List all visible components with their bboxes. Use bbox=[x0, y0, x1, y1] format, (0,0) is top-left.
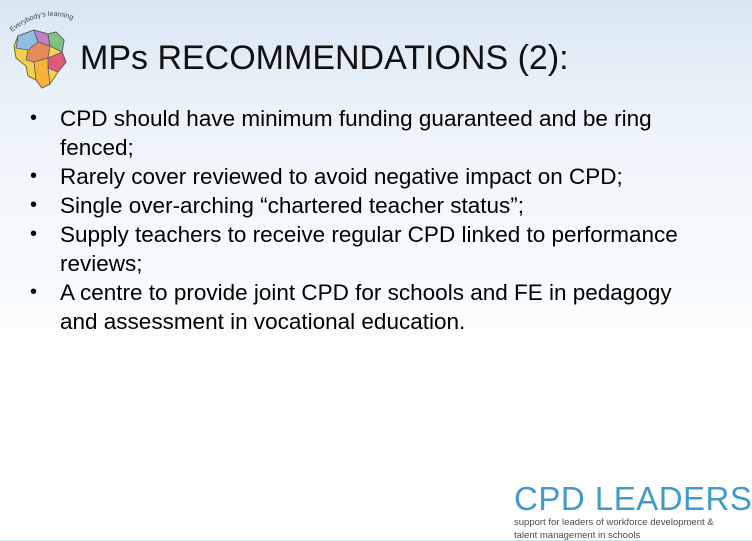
bullet-text: CPD should have minimum funding guaranteed and be ring fenced; bbox=[60, 106, 652, 160]
cpd-leaders-logo bbox=[514, 480, 752, 541]
bullet-marker: • bbox=[30, 194, 38, 216]
slide-title: MPs RECOMMENDATIONS (2): bbox=[80, 39, 569, 77]
bullet-text: Rarely cover reviewed to avoid negative impact on CPD; bbox=[60, 164, 623, 189]
cpd-leaders-tagline-1: support for leaders of workforce development & bbox=[514, 517, 714, 528]
bullet-item bbox=[30, 162, 710, 191]
cpd-leaders-wordmark: CPD LEADERS bbox=[514, 480, 752, 517]
bullet-marker: • bbox=[30, 281, 38, 303]
bullet-item bbox=[30, 278, 710, 336]
bullet-item bbox=[30, 220, 710, 278]
region-map-icon bbox=[4, 6, 82, 92]
bullet-marker: • bbox=[30, 107, 38, 129]
bullet-item bbox=[30, 104, 710, 162]
bullet-item bbox=[30, 191, 710, 220]
bullet-marker: • bbox=[30, 165, 38, 187]
bullet-text: Supply teachers to receive regular CPD linked to performance reviews; bbox=[60, 222, 678, 276]
logo-arc-text: Everybody's learning bbox=[8, 10, 75, 34]
bullet-text: Single over-arching “chartered teacher status”; bbox=[60, 193, 524, 218]
region-map-logo bbox=[4, 6, 82, 92]
bullet-list bbox=[30, 104, 710, 336]
cpd-leaders-tagline-2: talent management in schools bbox=[514, 530, 641, 541]
bullet-text: A centre to provide joint CPD for schools and FE in pedagogy and assessment in vocational education. bbox=[60, 280, 672, 334]
bullet-marker: • bbox=[30, 223, 38, 245]
